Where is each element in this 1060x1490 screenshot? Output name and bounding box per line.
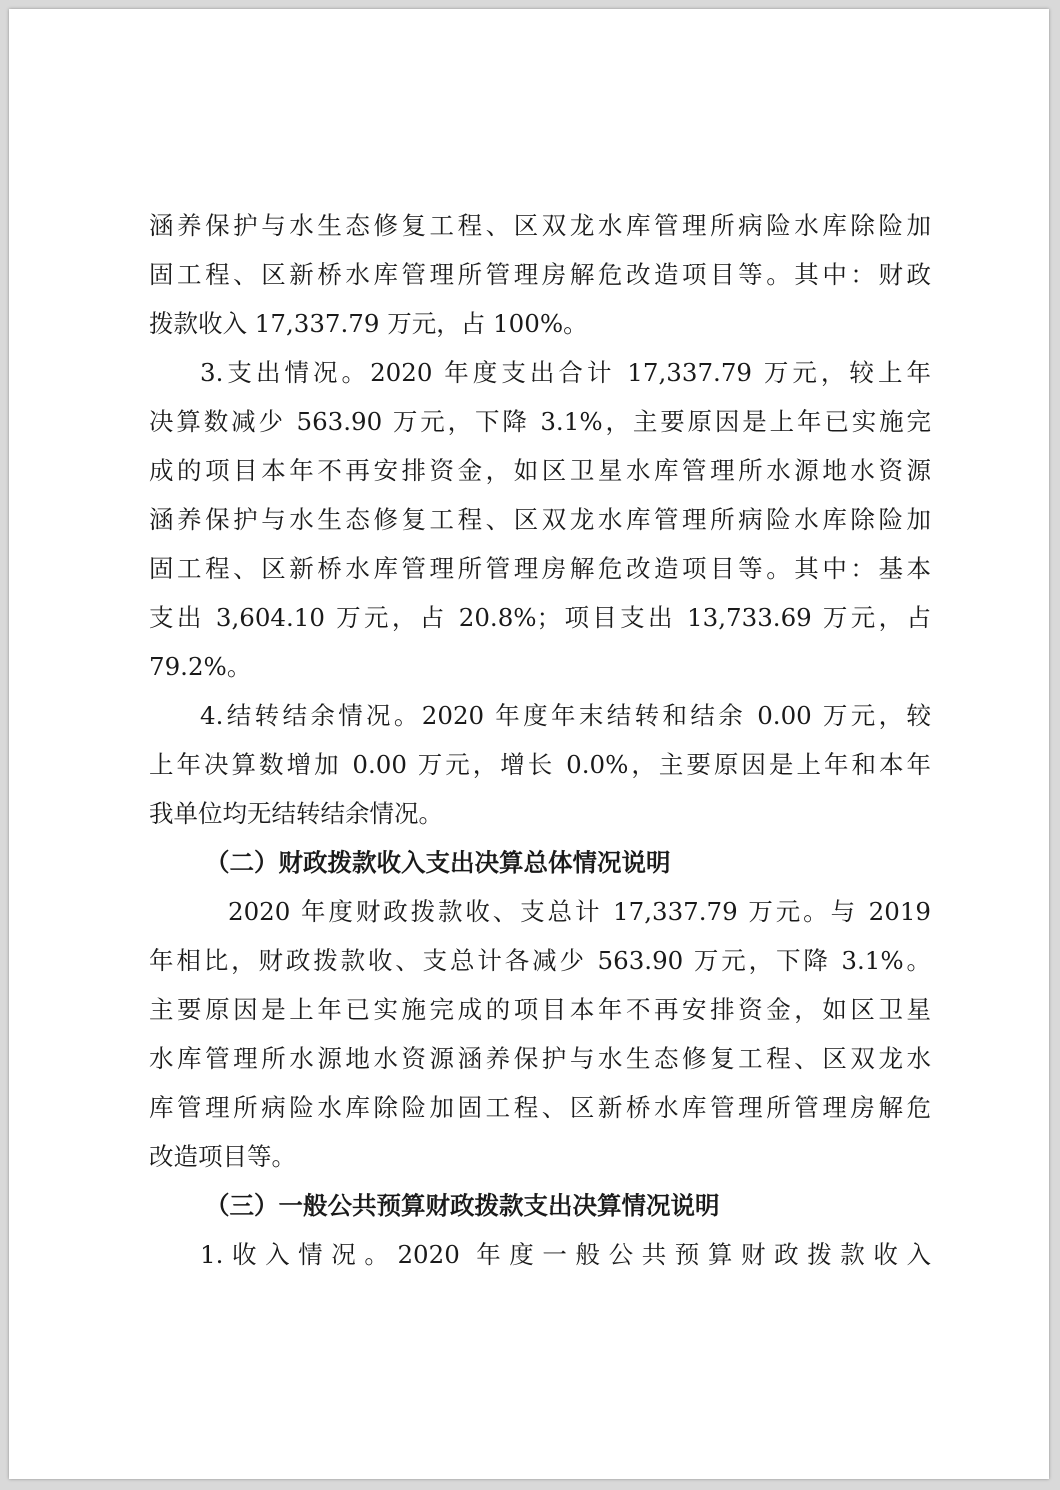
text-line-7: 涵养保护与水生态修复工程、区双龙水库管理所病险水库除险加 <box>149 505 931 534</box>
text-line-12: 上年决算数增加 0.00 万元，增长 0.0%，主要原因是上年和本年 <box>149 750 931 779</box>
section-heading-2: （二）财政拨款收入支出决算总体情况说明 <box>205 848 671 877</box>
text-line-17: 主要原因是上年已实施完成的项目本年不再安排资金，如区卫星 <box>149 995 931 1024</box>
text-line-5: 决算数减少 563.90 万元，下降 3.1%，主要原因是上年已实施完 <box>149 407 931 436</box>
text-line-6: 成的项目本年不再安排资金，如区卫星水库管理所水源地水资源 <box>149 456 931 485</box>
text-line-22: 1.收入情况。2020 年度一般公共预算财政拨款收入 <box>200 1240 931 1269</box>
document-page <box>9 9 1049 1479</box>
text-line-9: 支出 3,604.10 万元，占 20.8%；项目支出 13,733.69 万元，占 <box>149 603 931 632</box>
text-line-11: 4.结转结余情况。2020 年度年末结转和结余 0.00 万元，较 <box>200 701 931 730</box>
text-line-8: 固工程、区新桥水库管理所管理房解危改造项目等。其中：基本 <box>149 554 931 583</box>
text-line-19: 库管理所病险水库除险加固工程、区新桥水库管理所管理房解危 <box>149 1093 931 1122</box>
text-line-2: 固工程、区新桥水库管理所管理房解危改造项目等。其中：财政 <box>149 260 931 289</box>
text-line-18: 水库管理所水源地水资源涵养保护与水生态修复工程、区双龙水 <box>149 1044 931 1073</box>
text-line-3: 拨款收入 17,337.79 万元，占 100%。 <box>149 309 588 338</box>
text-line-16: 年相比，财政拨款收、支总计各减少 563.90 万元，下降 3.1%。 <box>149 946 931 975</box>
section-heading-3: （三）一般公共预算财政拨款支出决算情况说明 <box>205 1191 720 1220</box>
text-line-20: 改造项目等。 <box>149 1142 296 1171</box>
text-line-4: 3.支出情况。2020 年度支出合计 17,337.79 万元，较上年 <box>200 358 931 387</box>
document-body <box>149 201 931 1279</box>
text-line-13: 我单位均无结转结余情况。 <box>149 799 443 828</box>
text-line-10: 79.2%。 <box>149 652 252 681</box>
text-line-1: 涵养保护与水生态修复工程、区双龙水库管理所病险水库除险加 <box>149 211 931 240</box>
text-line-15: 2020 年度财政拨款收、支总计 17,337.79 万元。与 2019 <box>228 897 931 926</box>
